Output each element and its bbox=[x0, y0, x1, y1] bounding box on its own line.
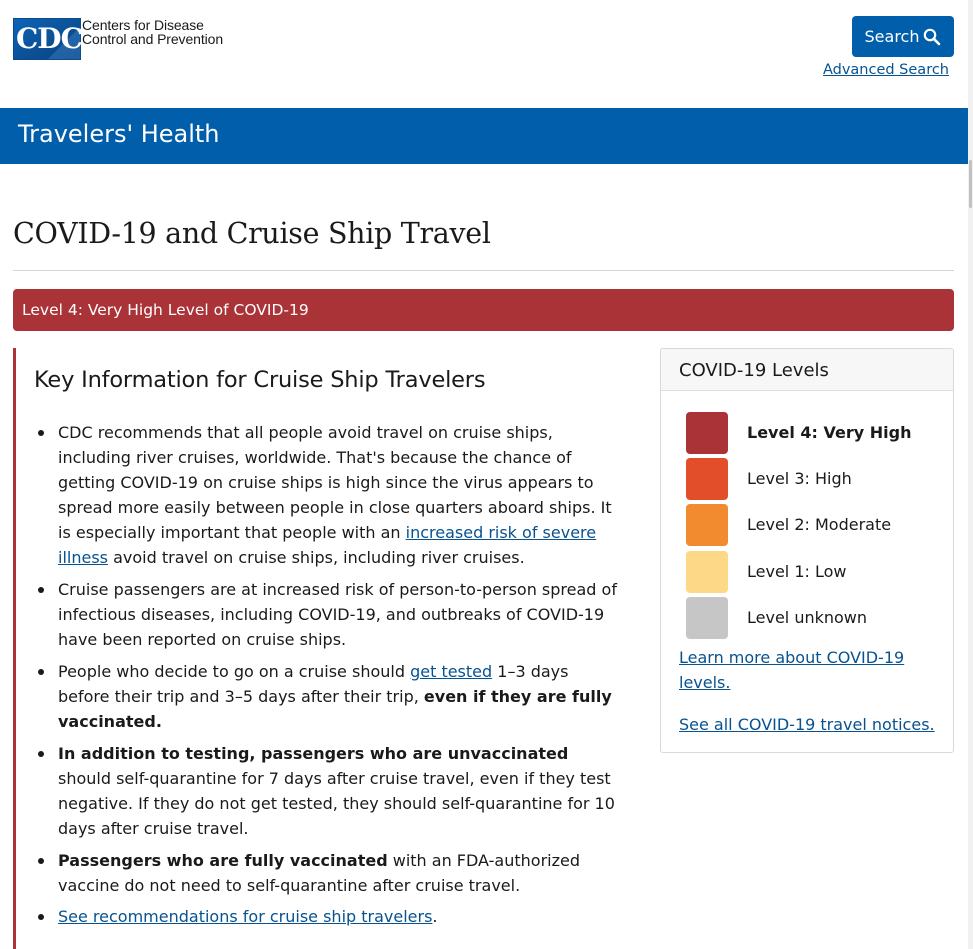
list-item bbox=[58, 659, 618, 734]
title-divider bbox=[13, 270, 954, 271]
level-swatch bbox=[686, 597, 728, 639]
level-swatch bbox=[686, 551, 728, 593]
card-header bbox=[661, 349, 953, 391]
scrollbar-track[interactable] bbox=[968, 0, 973, 949]
bullet-bold-text: even if they are fully vaccinated. bbox=[58, 687, 612, 731]
list-item bbox=[58, 577, 618, 652]
learn-more-levels-link[interactable]: Learn more about COVID-19 levels. bbox=[679, 648, 905, 692]
level-swatch bbox=[686, 412, 728, 454]
scrollbar-thumb[interactable] bbox=[969, 160, 972, 208]
level-label: Level 4: Very High bbox=[747, 423, 912, 442]
bullet-text: 1–3 days before their trip and 3–5 days after their trip, bbox=[58, 662, 569, 706]
key-information-section bbox=[13, 348, 626, 949]
bullet-text: avoid travel on cruise ships, including river cruises. bbox=[108, 548, 525, 567]
list-item bbox=[58, 848, 618, 898]
level-label: Level 1: Low bbox=[747, 562, 847, 581]
site-header bbox=[0, 0, 968, 108]
bullet-text: should self-quarantine for 7 days after cruise travel, even if they test negative. If they do not get tested, they should self-quarantine for 10 days after cruise travel. bbox=[58, 769, 615, 838]
level-row-unknown bbox=[686, 597, 946, 639]
search-icon bbox=[923, 28, 941, 46]
list-item bbox=[58, 420, 618, 570]
cdc-logo[interactable] bbox=[13, 18, 239, 60]
list-item bbox=[58, 904, 618, 929]
level-row-3 bbox=[686, 458, 946, 500]
logo-line-2: Control and Prevention bbox=[82, 31, 223, 47]
banner-title[interactable]: Travelers' Health bbox=[18, 120, 220, 148]
level-label: Level 3: High bbox=[747, 469, 852, 488]
level-alert-bar bbox=[13, 289, 954, 331]
logo-line-1: Centers for Disease bbox=[82, 17, 204, 33]
cdc-logo-text bbox=[82, 18, 223, 46]
section-heading: Key Information for Cruise Ship Travelers bbox=[34, 367, 486, 393]
section-banner bbox=[0, 108, 968, 164]
get-tested-link[interactable]: get tested bbox=[410, 662, 493, 681]
level-label: Level unknown bbox=[747, 608, 868, 627]
bullet-text: with an FDA-authorized vaccine do not need to self-quarantine after cruise travel. bbox=[58, 851, 580, 895]
all-travel-notices-link[interactable]: See all COVID-19 travel notices. bbox=[679, 715, 935, 734]
search-button-label: Search bbox=[864, 27, 920, 46]
level-alert-text: Level 4: Very High Level of COVID-19 bbox=[22, 301, 309, 319]
level-swatch bbox=[686, 504, 728, 546]
list-item bbox=[58, 741, 618, 841]
level-label: Level 2: Moderate bbox=[747, 515, 892, 534]
level-row-2 bbox=[686, 504, 946, 546]
search-button[interactable] bbox=[852, 16, 954, 57]
advanced-search-link[interactable]: Advanced Search bbox=[822, 62, 949, 78]
page-title: COVID-19 and Cruise Ship Travel bbox=[13, 217, 491, 250]
bullet-text: Cruise passengers are at increased risk of person-to-person spread of infectious diseases, including COVID-19, and outbreaks of COVID-19 have been reported on cruise ships. bbox=[58, 580, 617, 649]
bullet-text: People who decide to go on a cruise should bbox=[58, 662, 411, 681]
increased-risk-link[interactable]: increased risk of severe illness bbox=[58, 523, 597, 567]
level-swatch bbox=[686, 458, 728, 500]
cdc-logo-mark bbox=[13, 18, 81, 60]
cdc-logo-abbr: CDC bbox=[16, 22, 82, 55]
level-row-1 bbox=[686, 551, 946, 593]
card-title: COVID-19 Levels bbox=[679, 360, 829, 381]
bullet-text: CDC recommends that all people avoid travel on cruise ships, including river cruises, worldwide. That's because the chance of getting COVID-19 on cruise ships is high since the virus appears to spread more easily between people in close quarters aboard ships. It is especially important that people with an bbox=[58, 423, 612, 542]
covid-levels-card bbox=[660, 348, 954, 753]
bullet-bold-text: In addition to testing, passengers who are unvaccinated bbox=[58, 744, 569, 763]
cruise-recommendations-link[interactable]: See recommendations for cruise ship travelers bbox=[58, 907, 433, 926]
bullet-bold-text: Passengers who are fully vaccinated bbox=[58, 851, 388, 870]
level-row-4 bbox=[686, 412, 946, 454]
bullet-text: . bbox=[432, 907, 438, 926]
